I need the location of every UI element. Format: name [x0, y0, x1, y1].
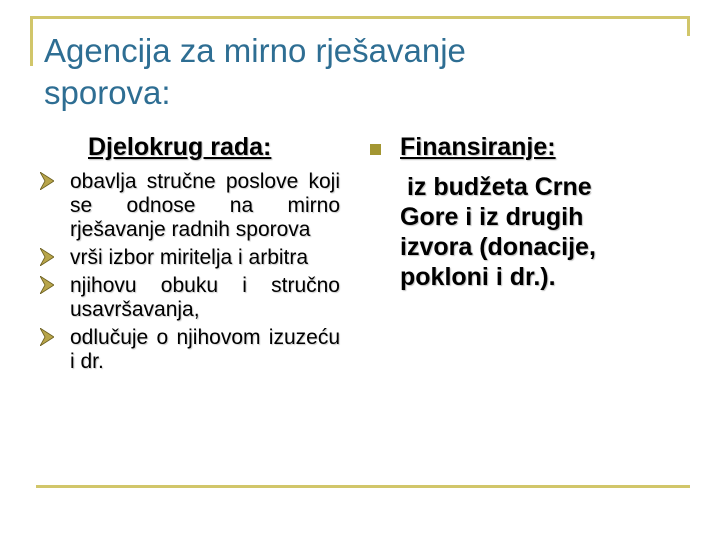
list-item-text [70, 274, 340, 322]
slide-title [44, 30, 604, 114]
list-item-line: vrši izbor miritelja i [70, 246, 243, 269]
frame-bottom-rule [36, 485, 690, 488]
list-item-line: rješavanje radnih [70, 218, 230, 241]
list-item [40, 170, 340, 242]
list-item [40, 274, 340, 322]
financing-line: iz budžeta Crne [400, 173, 592, 201]
duties-list [40, 170, 340, 378]
list-item-text [70, 326, 340, 374]
arrowhead-bullet-icon [40, 172, 54, 190]
left-column-heading: Djelokrug rada: [88, 133, 272, 161]
list-item [40, 326, 340, 374]
square-bullet-icon [370, 144, 381, 155]
frame-right-rule [687, 16, 690, 36]
list-item [40, 246, 340, 270]
financing-line: pokloni i dr.). [400, 263, 556, 291]
arrowhead-bullet-icon [40, 248, 54, 266]
slide-title-line-1: Agencija za mirno rješavanje [44, 32, 466, 69]
list-item-line: obavlja stručne poslove [70, 170, 299, 193]
financing-line: izvora (donacije, [400, 233, 596, 261]
list-item-line: arbitra [248, 246, 309, 269]
frame-left-rule [30, 16, 33, 66]
list-item-line: odlučuje o njihovom [70, 326, 261, 349]
financing-text [400, 172, 640, 292]
financing-line: Gore i iz drugih [400, 203, 584, 231]
list-item-text [70, 170, 340, 242]
list-item-text [70, 246, 340, 270]
arrowhead-bullet-icon [40, 276, 54, 294]
list-item-line: usavršavanja, [70, 298, 200, 321]
right-column-heading: Finansiranje: [400, 133, 556, 161]
frame-top-rule [30, 16, 690, 19]
slide-title-line-2: sporova: [44, 74, 171, 111]
list-item-line: njihovu obuku i stručno [70, 274, 340, 297]
list-item-line: sporova [235, 218, 311, 241]
list-item-line: koji se odnose na mirno [70, 170, 340, 217]
arrowhead-bullet-icon [40, 328, 54, 346]
list-item-line: izuzeću i dr. [70, 326, 340, 373]
